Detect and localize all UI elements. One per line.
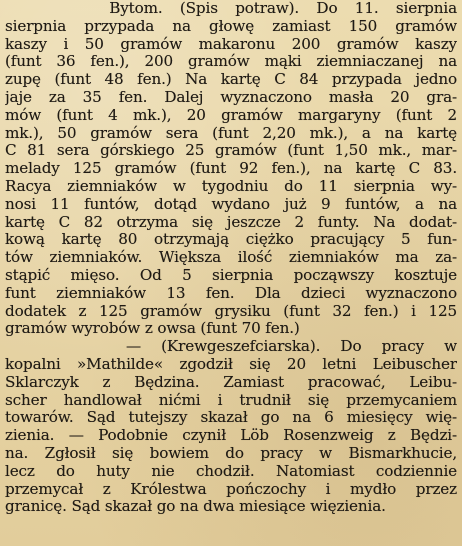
text-line: kową kartę 80 otrzymają ciężko pracujący 5 fun- — [5, 231, 457, 249]
text-line: melady 125 gramów (funt 92 fen.), na kartę C 83. — [5, 160, 457, 178]
text-line: kopalni »Mathilde« zgodził się 20 letni Leibuscher — [5, 355, 457, 373]
text-line: Racya ziemniaków w tygodniu do 11 sierpnia wy- — [5, 177, 457, 195]
text-line: — (Krewgeszefciarska). Do pracy w — [5, 338, 457, 356]
text-line: gramów wyrobów z owsa (funt 70 fen.) — [5, 320, 300, 338]
text-line: (funt 36 fen.), 200 gramów mąki ziemniaczanej na — [5, 53, 457, 71]
text-line: jaje za 35 fen. Dalej wyznaczono masła 20 gra- — [5, 88, 457, 106]
text-line: mów (funt 4 mk.), 20 gramów margaryny (funt 2 — [5, 106, 457, 124]
text-line: na. Zgłosił się bowiem do pracy w Bismarkhucie, — [5, 444, 457, 462]
text-line: stąpić mięso. Od 5 sierpnia począwszy kosztuje — [5, 266, 457, 284]
text-line: zienia. — Podobnie czynił Löb Rosenzweig z Będzi- — [5, 427, 457, 445]
text-line: kaszy i 50 gramów makaronu 200 gramów kaszy — [5, 35, 457, 53]
text-line: mk.), 50 gramów sera (funt 2,20 mk.), a na kartę — [5, 124, 457, 142]
text-line: granicę. Sąd skazał go na dwa miesiące więzienia. — [5, 498, 386, 516]
text-line: Bytom. (Spis potraw). Do 11. sierpnia — [5, 0, 457, 17]
text-line: dodatek z 125 gramów grysiku (funt 32 fen.) i 125 — [5, 302, 457, 320]
text-line: sierpnia przypada na głowę zamiast 150 gramów — [5, 17, 457, 35]
text-line: kartę C 82 otrzyma się jeszcze 2 funty. Na dodat- — [5, 213, 457, 231]
paragraph-bytom — [5, 0, 457, 338]
text-line: tów ziemniaków. Większa ilość ziemniaków ma za- — [5, 249, 457, 267]
text-line: towarów. Sąd tutejszy skazał go na 6 miesięcy wię- — [5, 409, 457, 427]
text-line: lecz do huty nie chodził. Natomiast codziennie — [5, 462, 457, 480]
article-column — [5, 0, 457, 516]
text-line: scher handlował nićmi i trudnił się przemycaniem — [5, 391, 457, 409]
text-line: funt ziemniaków 13 fen. Dla dzieci wyznaczono — [5, 284, 457, 302]
paragraph-krewgeszefciarska — [5, 338, 457, 516]
text-line: C 81 sera górskiego 25 gramów (funt 1,50 mk., mar- — [5, 142, 457, 160]
text-line: Sklarczyk z Będzina. Zamiast pracować, Leibu- — [5, 373, 457, 391]
text-line: nosi 11 funtów, dotąd wydano już 9 funtów, a na — [5, 195, 457, 213]
text-line: zupę (funt 48 fen.) Na kartę C 84 przypada jedno — [5, 71, 457, 89]
text-line: przemycał z Królestwa pończochy i mydło przez — [5, 480, 457, 498]
